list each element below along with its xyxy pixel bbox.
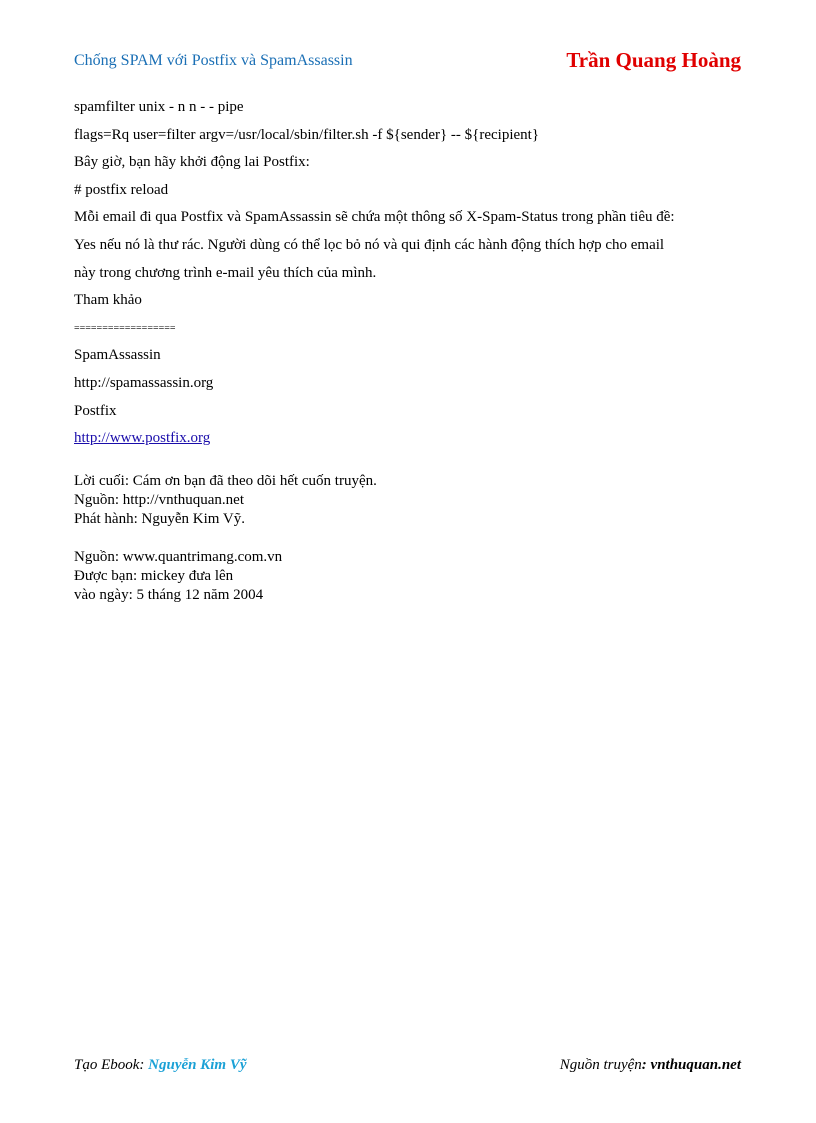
footer-source: Nguồn truyện: vnthuquan.net [559,1057,741,1073]
divider-line: ================== [74,322,176,334]
publisher-note: Phát hành: Nguyễn Kim Vỹ. [74,511,245,527]
author-name: Trần Quang Hoàng [566,48,741,72]
closing-note: Lời cuối: Cám ơn bạn đã theo dõi hết cuốn truyện. [74,473,377,489]
uploader-note: Được bạn: mickey đưa lên [74,568,234,584]
footer-ebook-label: Tạo Ebook [74,1057,140,1073]
reference-url: http://spamassassin.org [74,374,214,391]
footer-ebook: Tạo Ebook: Nguyễn Kim Vỹ [74,1057,247,1073]
references-heading: Tham khảo [74,292,142,309]
date-note: vào ngày: 5 tháng 12 năm 2004 [74,587,264,603]
footer-ebook-name: Nguyễn Kim Vỹ [148,1057,247,1073]
body-line: Bây giờ, bạn hãy khởi động lai Postfix: [74,154,310,171]
credits-block [74,472,377,605]
body-line: spamfilter unix - n n - - pipe [74,99,244,115]
body-line: Mỗi email đi qua Postfix và SpamAssassin sẽ chứa một thông số X-Spam-Status trong phần tiêu đề: [74,209,675,226]
origin-note: Nguồn: www.quantrimang.com.vn [74,549,283,565]
reference-name: Postfix [74,402,117,419]
footer-source-site: vnthuquan.net [650,1057,741,1073]
document-title: Chống SPAM với Postfix và SpamAssassin [74,52,353,69]
reference-name: SpamAssassin [74,347,161,364]
body-line: flags=Rq user=filter argv=/usr/local/sbin/filter.sh -f ${sender} -- ${recipient} [74,126,540,143]
postfix-link[interactable]: http://www.postfix.org [74,430,211,447]
body-content [74,94,754,453]
body-line: Yes nếu nó là thư rác. Người dùng có thể lọc bỏ nó và qui định các hành động thích hợp cho email [74,236,665,253]
footer-source-label: Nguồn truyện [559,1057,642,1073]
body-line: # postfix reload [74,181,169,198]
body-line: này trong chương trình e-mail yêu thích của mình. [74,264,377,281]
source-note: Nguồn: http://vnthuquan.net [74,492,244,508]
